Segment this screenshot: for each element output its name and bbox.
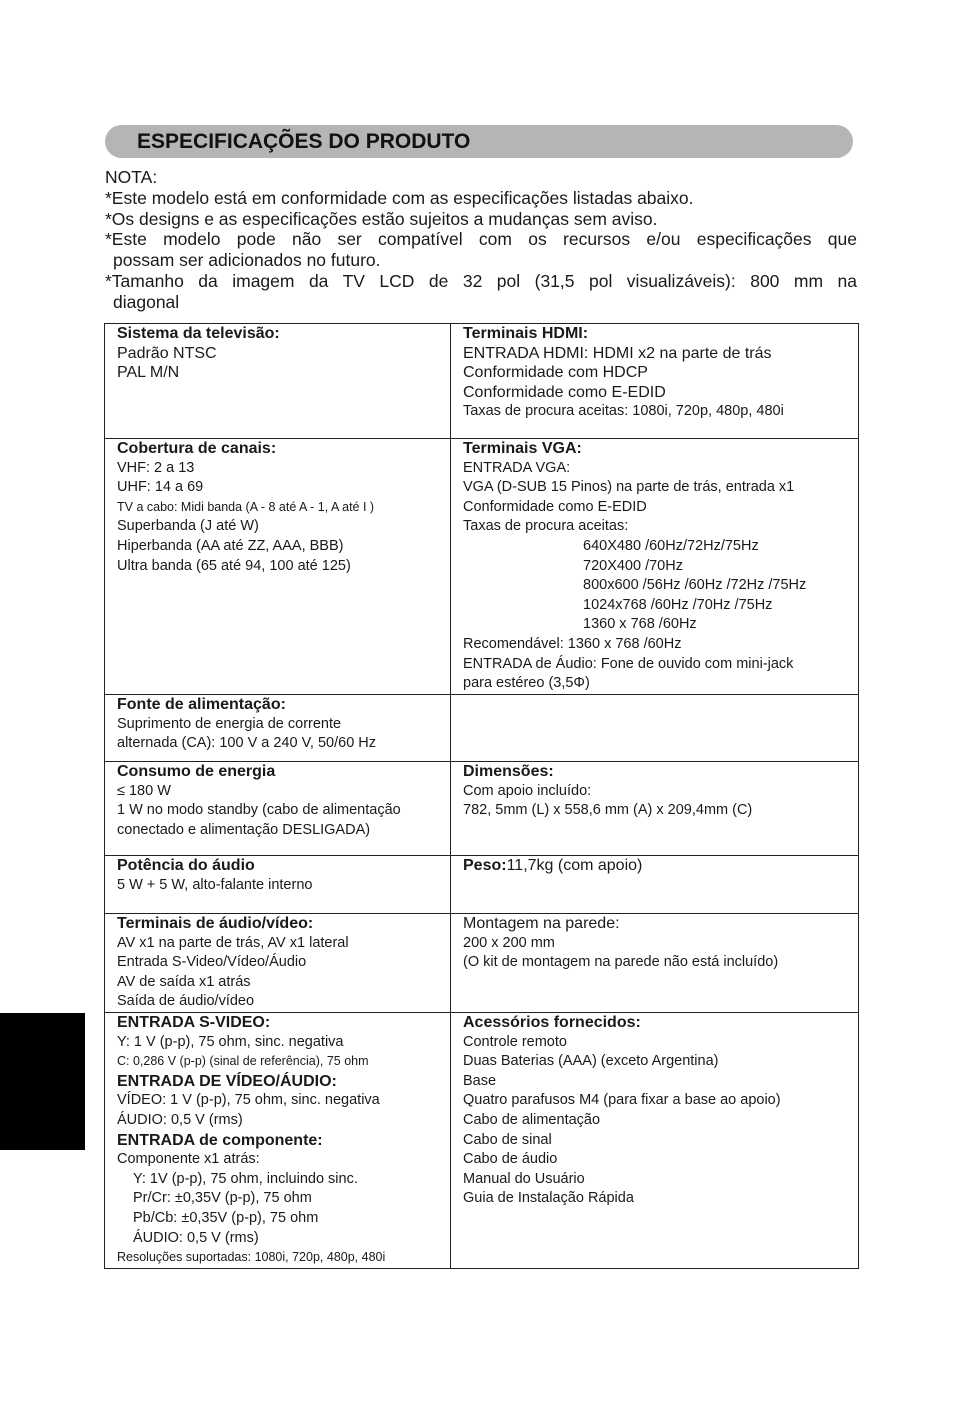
cell-title: Consumo de energia	[117, 763, 276, 780]
cell-line: Taxas de procura aceitas:	[463, 518, 629, 535]
cell-line: Base	[463, 1072, 497, 1089]
cell-line: Taxas de procura aceitas: 1080i, 720p, 480p, 480i	[463, 403, 784, 420]
spec-cell-hdmi	[451, 324, 859, 439]
cell-line: ENTRADA de Áudio: Fone de ouvido com mini-jack	[463, 655, 794, 672]
table-row	[105, 324, 859, 439]
cell-line: 720X400 /70Hz	[583, 557, 683, 574]
cell-line: UHF: 14 a 69	[117, 479, 204, 496]
weight-title: Peso:	[463, 857, 507, 874]
table-row	[105, 762, 859, 856]
cell-line: AV de saída x1 atrás	[117, 973, 251, 990]
cell-line: Guia de Instalação Rápida	[463, 1190, 634, 1207]
spec-cell-weight	[451, 856, 859, 914]
cell-line: 200 x 200 mm	[463, 934, 555, 951]
cell-line: Superbanda (J até W)	[117, 518, 259, 535]
cell-title: Potência do áudio	[117, 857, 255, 874]
spec-cell-vga	[451, 439, 859, 695]
cell-line: VÍDEO: 1 V (p-p), 75 ohm, sinc. negativa	[117, 1092, 380, 1109]
cell-line: Hiperbanda (AA até ZZ, AAA, BBB)	[117, 537, 344, 554]
notes-block	[105, 167, 857, 313]
weight-value: 11,7kg (com apoio)	[506, 857, 643, 874]
spec-cell-wall-mount	[451, 914, 859, 1013]
cell-line: Y: 1 V (p-p), 75 ohm, sinc. negativa	[117, 1033, 344, 1050]
cell-line: ENTRADA HDMI: HDMI x2 na parte de trás	[463, 344, 772, 362]
cell-title: Sistema da televisão:	[117, 325, 280, 342]
table-row	[105, 856, 859, 914]
spec-cell-accessories	[451, 1013, 859, 1269]
cell-line: AV x1 na parte de trás, AV x1 lateral	[117, 934, 349, 951]
cell-line: 1024x768 /60Hz /70Hz /75Hz	[583, 596, 773, 613]
cell-title: Fonte de alimentação:	[117, 696, 286, 713]
cell-line: Pr/Cr: ±0,35V (p-p), 75 ohm	[133, 1190, 312, 1207]
cell-line: TV a cabo: Midi banda (A - 8 até A - 1, A até I )	[117, 499, 375, 514]
cell-title: Terminais HDMI:	[463, 325, 589, 342]
cell-line: Saída de áudio/vídeo	[117, 993, 255, 1010]
note-3-cont: possam ser adicionados no futuro.	[113, 250, 381, 271]
table-row	[105, 439, 859, 695]
spec-cell-dimensions	[451, 762, 859, 856]
section-header-bar	[105, 125, 853, 158]
cell-line: alternada (CA): 100 V a 240 V, 50/60 Hz	[117, 735, 377, 752]
cell-line: VGA (D-SUB 15 Pinos) na parte de trás, entrada x1	[463, 479, 795, 496]
cell-line: Pb/Cb: ±0,35V (p-p), 75 ohm	[133, 1209, 319, 1226]
note-label: NOTA:	[105, 167, 158, 187]
cell-title: Montagem na parede:	[463, 915, 620, 932]
cell-line: Entrada S-Video/Vídeo/Áudio	[117, 954, 307, 971]
cell-line: ≤ 180 W	[117, 782, 171, 799]
spec-cell-consumption	[105, 762, 451, 856]
cell-line: PAL M/N	[117, 364, 180, 382]
cell-title: ENTRADA DE VÍDEO/ÁUDIO:	[117, 1072, 337, 1090]
cell-title: Dimensões:	[463, 763, 554, 780]
cell-line: Resoluções suportadas: 1080i, 720p, 480p, 480i	[117, 1250, 386, 1265]
cell-line: Conformidade como E-EDID	[463, 498, 647, 515]
note-3: *Este modelo pode não ser compatível com os recursos e/ou especificações que	[105, 229, 857, 250]
cell-line: Ultra banda (65 até 94, 100 até 125)	[117, 557, 351, 574]
cell-line: Recomendável: 1360 x 768 /60Hz	[463, 635, 682, 652]
cell-line: Padrão NTSC	[117, 344, 217, 362]
table-row	[105, 1013, 859, 1269]
note-4: *Tamanho da imagem da TV LCD de 32 pol (31,5 pol visualizáveis): 800 mm na	[105, 270, 857, 291]
cell-line: Controle remoto	[463, 1033, 567, 1050]
cell-line: C: 0,286 V (p-p) (sinal de referência), 75 ohm	[117, 1054, 369, 1069]
cell-line: conectado e alimentação DESLIGADA)	[117, 821, 371, 838]
cell-line: 640X480 /60Hz/72Hz/75Hz	[583, 537, 759, 554]
table-row	[105, 914, 859, 1013]
spec-cell-audio-power	[105, 856, 451, 914]
spec-cell-power	[105, 695, 451, 762]
section-title: ESPECIFICAÇÕES DO PRODUTO	[137, 130, 471, 153]
cell-title: Terminais VGA:	[463, 440, 582, 457]
cell-line: Manual do Usuário	[463, 1170, 585, 1187]
spec-cell-av-terminals	[105, 914, 451, 1013]
cell-line: (O kit de montagem na parede não está incluído)	[463, 954, 779, 971]
cell-line: Duas Baterias (AAA) (exceto Argentina)	[463, 1053, 719, 1070]
cell-line: Com apoio incluído:	[463, 782, 592, 799]
spec-cell-tv-system	[105, 324, 451, 439]
cell-line: 1 W no modo standby (cabo de alimentação	[117, 802, 401, 819]
cell-line: Componente x1 atrás:	[117, 1151, 260, 1168]
spec-cell-inputs	[105, 1013, 451, 1269]
cell-line: Y: 1V (p-p), 75 ohm, incluindo sinc.	[133, 1170, 358, 1187]
note-1: *Este modelo está em conformidade com as especificações listadas abaixo.	[105, 187, 694, 208]
cell-line: 5 W + 5 W, alto-falante interno	[117, 876, 313, 893]
language-side-tab	[0, 1013, 85, 1150]
cell-line: 800x600 /56Hz /60Hz /72Hz /75Hz	[583, 577, 807, 594]
cell-title: ENTRADA de componente:	[117, 1131, 323, 1149]
note-4-cont: diagonal	[113, 291, 180, 312]
cell-line: Suprimento de energia de corrente	[117, 715, 342, 732]
spec-cell-channels	[105, 439, 451, 695]
note-2: *Os designs e as especificações estão sujeitos a mudanças sem aviso.	[105, 208, 658, 229]
cell-line: para estéreo (3,5Φ)	[463, 675, 590, 692]
cell-line: ÁUDIO: 0,5 V (rms)	[117, 1111, 243, 1128]
cell-line: Conformidade como E-EDID	[463, 383, 666, 401]
cell-line: 782, 5mm (L) x 558,6 mm (A) x 209,4mm (C)	[463, 802, 753, 819]
cell-line: Cabo de áudio	[463, 1151, 558, 1168]
spec-cell-empty	[451, 695, 859, 762]
cell-line: VHF: 2 a 13	[117, 459, 195, 476]
cell-line: Conformidade com HDCP	[463, 364, 648, 382]
spec-table	[104, 323, 859, 1269]
cell-line: 1360 x 768 /60Hz	[583, 616, 697, 633]
cell-title: Acessórios fornecidos:	[463, 1014, 641, 1031]
cell-title: ENTRADA S-VIDEO:	[117, 1014, 271, 1031]
cell-line: Cabo de alimentação	[463, 1111, 601, 1128]
table-row	[105, 695, 859, 762]
cell-line: Cabo de sinal	[463, 1131, 552, 1148]
cell-line: Quatro parafusos M4 (para fixar a base ao apoio)	[463, 1092, 781, 1109]
cell-title: Terminais de áudio/vídeo:	[117, 915, 314, 932]
cell-title: Cobertura de canais:	[117, 440, 277, 457]
cell-line: ÁUDIO: 0,5 V (rms)	[133, 1229, 259, 1246]
cell-line: ENTRADA VGA:	[463, 459, 571, 476]
